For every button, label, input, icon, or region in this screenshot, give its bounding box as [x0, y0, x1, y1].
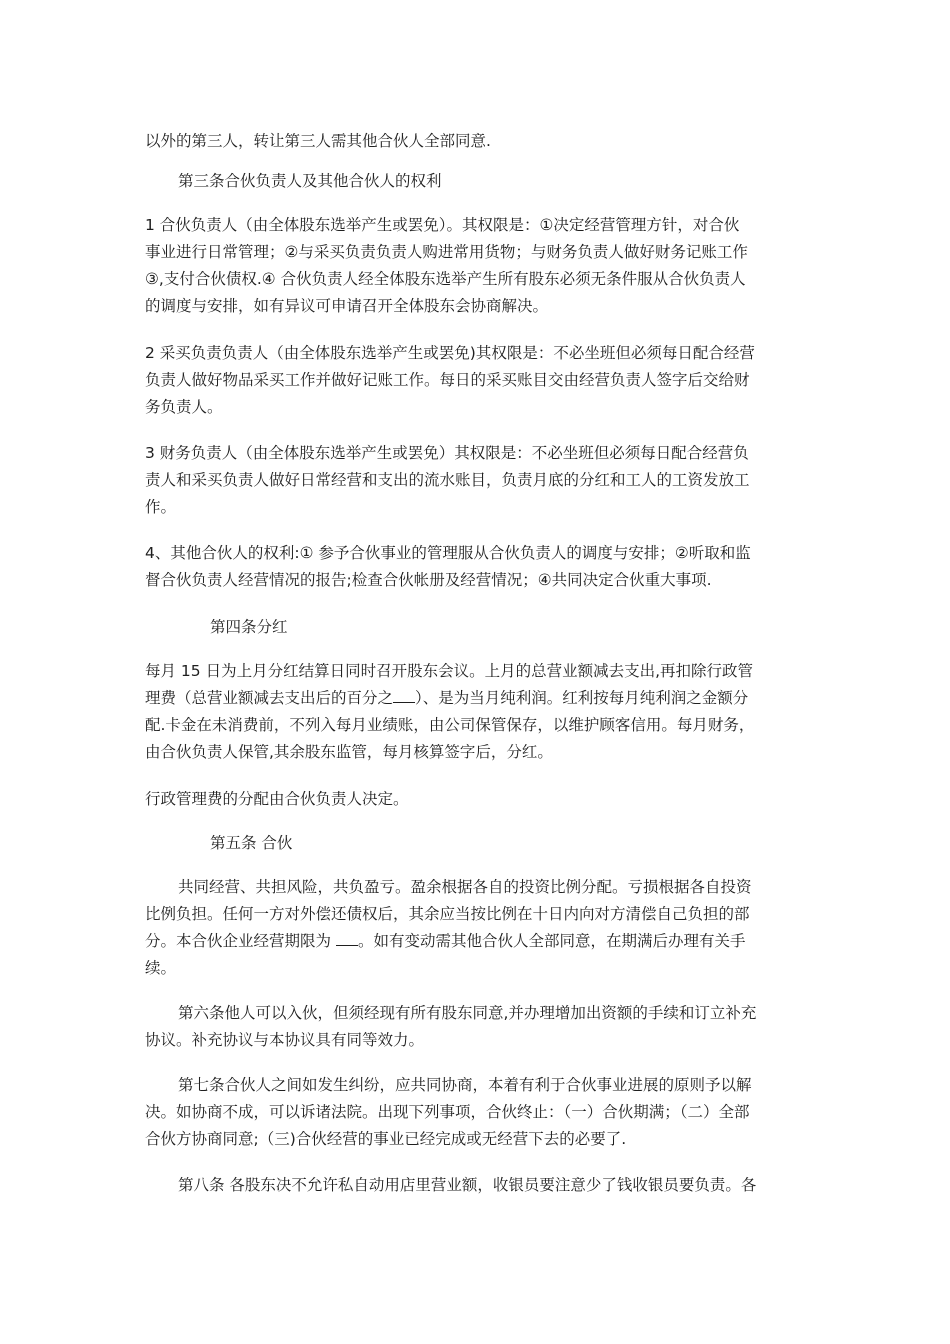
text-line: 比例负担。任何一方对外偿还债权后，其余应当按比例在十日内向对方清偿自己负担的部: [145, 905, 750, 923]
text-line: 第六条他人可以入伙，但须经现有所有股东同意,并办理增加出资额的手续和订立补充: [178, 1004, 757, 1022]
text-line: 务负责人。: [145, 398, 223, 416]
text-line: [145, 685, 810, 712]
text-line: ③,支付合伙债权.④ 合伙负责人经全体股东选举产生所有股东必须无条件服从合伙负责人: [145, 270, 746, 288]
paragraph-dividend: [145, 658, 810, 766]
blank-underline: [393, 687, 415, 703]
text-line: 由合伙负责人保管,其余股东监管，每月核算签字后，分红。: [145, 743, 553, 761]
text-line: 第五条 合伙: [210, 834, 293, 852]
text-line: 第四条分红: [210, 618, 288, 636]
text-line: 决。如协商不成，可以诉诸法院。出现下列事项，合伙终止：（一）合伙期满；（二）全部: [145, 1103, 750, 1121]
text-line: 配.卡金在未消费前，不列入每月业绩账，由公司保管保存，以维护顾客信用。每月财务，: [145, 716, 755, 734]
text-line: 事业进行日常管理；②与采买负责负责人购进常用货物；与财务负责人做好财务记账工作: [145, 243, 748, 261]
text-fragment: 理费（总营业额减去支出后的百分之: [145, 689, 394, 707]
text-line: 第三条合伙负责人及其他合伙人的权利: [178, 172, 442, 190]
text-line: 协议。补充协议与本协议具有同等效力。: [145, 1031, 425, 1049]
text-line: 共同经营、共担风险，共负盈亏。盈余根据各自的投资比例分配。亏损根据各自投资: [178, 878, 752, 896]
text-line: 行政管理费的分配由合伙负责人决定。: [145, 790, 409, 808]
paragraph-purchasing-leader: [145, 340, 810, 421]
text-line: 4、其他合伙人的权利:① 参予合伙事业的管理服从合伙负责人的调度与安排；②听取和监: [145, 544, 751, 562]
text-line: 合伙方协商同意;（三)合伙经营的事业已经完成或无经营下去的必要了.: [145, 1130, 627, 1148]
paragraph-article-8: [145, 1172, 810, 1199]
article-3-heading: [178, 168, 843, 195]
text-line: 3 财务负责人（由全体股东选举产生或罢免）其权限是：不必坐班但必须每日配合经营负: [145, 444, 749, 462]
text-line: 作。: [145, 498, 177, 516]
text-line: 2 采买负责负责人（由全体股东选举产生或罢免)其权限是：不必坐班但必须每日配合经营: [145, 344, 755, 362]
text-line: 责人和采买负责人做好日常经营和支出的流水账目，负责月底的分红和工人的工资发放工: [145, 471, 750, 489]
blank-underline: [336, 930, 358, 946]
paragraph-partnership: [145, 874, 810, 982]
text-fragment: 分。本合伙企业经营期限为: [145, 932, 336, 950]
text-fragment: 。如有变动需其他合伙人全部同意，在期满后办理有关手: [357, 932, 746, 950]
text-line: 续。: [145, 959, 177, 977]
text-line: 以外的第三人，转让第三人需其他合伙人全部同意.: [145, 132, 491, 150]
text-line: [145, 928, 810, 955]
article-5-heading: [210, 830, 875, 857]
text-line: 的调度与安排，如有异议可申请召开全体股东会协商解决。: [145, 297, 549, 315]
paragraph-article-7: [145, 1072, 810, 1153]
text-line: 1 合伙负责人（由全体股东选举产生或罢免）。其权限是：①决定经营管理方针，对合伙: [145, 216, 740, 234]
text-line: 负责人做好物品采买工作并做好记账工作。每日的采买账目交由经营负责人签字后交给财: [145, 371, 750, 389]
text-line: 第七条合伙人之间如发生纠纷，应共同协商，本着有利于合伙事业进展的原则予以解: [178, 1076, 752, 1094]
paragraph-finance-leader: [145, 440, 810, 521]
paragraph-partner-leader: [145, 212, 810, 320]
paragraph-other-partners: [145, 540, 810, 594]
paragraph-admin-fee: [145, 786, 810, 813]
article-4-heading: [210, 614, 875, 641]
paragraph-article-6: [145, 1000, 810, 1054]
text-line: 第八条 各股东决不允许私自动用店里营业额，收银员要注意少了钱收银员要负责。各: [178, 1176, 757, 1194]
text-line: 每月 15 日为上月分红结算日同时召开股东会议。上月的总营业额减去支出,再扣除行政管: [145, 662, 754, 680]
paragraph-transfer-clause: [145, 128, 810, 155]
text-fragment: ）、是为当月纯利润。红利按每月纯利润之金额分: [415, 689, 749, 707]
text-line: 督合伙负责人经营情况的报告;检查合伙帐册及经营情况；④共同决定合伙重大事项.: [145, 571, 712, 589]
